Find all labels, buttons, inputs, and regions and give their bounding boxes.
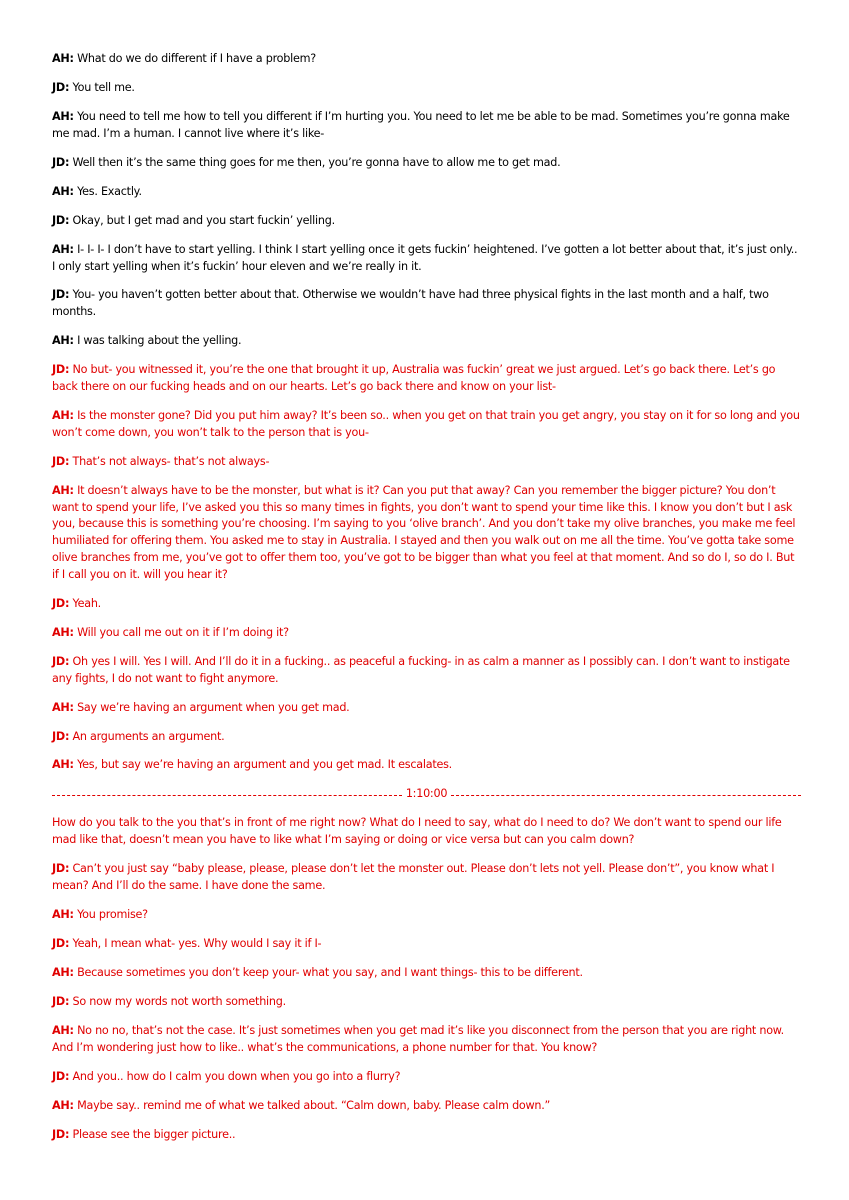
dialogue-text: That’s not always- that’s not always- [72,454,270,468]
speaker-label: JD: [52,80,70,94]
dialogue-line [52,654,801,688]
speaker-label: AH: [52,334,74,348]
dialogue-line [52,994,801,1011]
speaker-label: JD: [52,363,70,377]
dialogue-text: No but- you witnessed it, you’re the one that brought it up, Australia was fuckin’ great we just argued. Let’s go back there. Let’s go back there on our fucking heads and on our hearts. Let’s go back there and know on your list- [52,363,776,394]
dialogue-text: Okay, but I get mad and you start fuckin’ yelling. [72,213,335,227]
dialogue-line [52,362,801,396]
speaker-label: JD: [52,994,70,1008]
dialogue-line [52,1069,801,1086]
divider-line-right [451,795,801,796]
dialogue-line [52,1098,801,1115]
speaker-label: JD: [52,1069,70,1083]
dialogue-line [52,80,801,97]
dialogue-text: I was talking about the yelling. [77,334,242,348]
dialogue-line [52,454,801,471]
speaker-label: AH: [52,109,74,123]
dialogue-text: An arguments an argument. [72,729,225,743]
speaker-label: JD: [52,862,70,876]
dialogue-text: Say we’re having an argument when you get mad. [77,700,350,714]
transcript-section-after-timestamp [52,815,801,1143]
dialogue-line [52,51,801,68]
speaker-label: JD: [52,937,70,950]
dialogue-line [52,907,801,924]
dialogue-text: Because sometimes you don’t keep your- what you say, and I want things- this to be different. [77,965,583,979]
dialogue-text: Can’t you just say “baby please, please, please don’t let the monster out. Please don’t lets not yell. Please don’t”, you know what I mean? And I’ll do the same. I have done the same. [52,862,775,893]
speaker-label: JD: [52,213,70,227]
dialogue-line [52,936,801,953]
divider-line-left [52,795,402,796]
speaker-label: AH: [52,700,74,714]
dialogue-text: What do we do different if I have a problem? [77,52,316,65]
transcript-section-before-timestamp [52,51,801,774]
dialogue-line [52,109,801,143]
dialogue-line [52,1127,801,1144]
speaker-label: JD: [52,729,70,743]
speaker-label: AH: [52,758,74,772]
dialogue-text: How do you talk to the you that’s in front of me right now? What do I need to say, what do I need to do? We don’t want to spend our life mad like that, doesn’t mean you have to like what I’m saying or doing or vice versa but can you calm down? [52,816,782,847]
dialogue-text: Is the monster gone? Did you put him away? It’s been so.. when you get on that train you get angry, you stay on it for so long and you won’t come down, you won’t talk to the person that is you- [52,409,800,439]
speaker-label: JD: [52,654,70,668]
dialogue-line [52,815,801,849]
dialogue-line [52,625,801,642]
timestamp-divider [52,786,801,803]
dialogue-line [52,483,801,584]
speaker-label: AH: [52,908,74,922]
dialogue-text: So now my words not worth something. [72,994,286,1008]
speaker-label: AH: [52,625,74,639]
speaker-label: JD: [52,454,70,468]
dialogue-line [52,729,801,746]
dialogue-text: Oh yes I will. Yes I will. And I’ll do it in a fucking.. as peaceful a fucking- in as calm a manner as I possibly can. I don’t want to instigate any fights, I do not want to fight anymore. [52,654,790,685]
speaker-label: AH: [52,409,74,423]
dialogue-line [52,242,801,276]
dialogue-text: You tell me. [72,80,135,94]
dialogue-line [52,184,801,201]
speaker-label: JD: [52,155,70,169]
speaker-label: AH: [52,52,74,65]
dialogue-text: Yeah, I mean what- yes. Why would I say it if I- [72,937,322,950]
dialogue-text: Well then it’s the same thing goes for me then, you’re gonna have to allow me to get mad. [72,155,561,169]
dialogue-line [52,861,801,895]
dialogue-line [52,287,801,321]
speaker-label: AH: [52,965,74,979]
dialogue-line [52,333,801,350]
dialogue-text: Please see the bigger picture.. [72,1127,236,1141]
speaker-label: AH: [52,483,74,497]
speaker-label: AH: [52,1098,74,1112]
speaker-label: JD: [52,1127,70,1141]
dialogue-text: You promise? [77,908,148,922]
dialogue-line [52,1023,801,1057]
dialogue-line [52,408,801,442]
speaker-label: AH: [52,184,74,198]
dialogue-text: And you.. how do I calm you down when you go into a flurry? [72,1069,401,1083]
dialogue-text: You need to tell me how to tell you different if I’m hurting you. You need to let me be able to be mad. Sometimes you’re gonna make me mad. I’m a human. I cannot live where it’s like- [52,109,790,140]
dialogue-text: Yes. Exactly. [77,184,142,198]
speaker-label: AH: [52,242,74,256]
dialogue-line [52,965,801,982]
dialogue-text: Yeah. [72,596,101,610]
dialogue-text: It doesn’t always have to be the monster, but what is it? Can you put that away? Can you remember the bigger picture? You don’t want to spend your life, I’ve asked you this so many times in fights, you don’t want to spend your time like this. I know you don’t but I ask you, because this is something you’re choosing. I’m saying to you ‘olive branch’. And you don’t take my olive branches, you make me feel humiliated for offering them. You asked me to stay in Australia. I stayed and then you walk out on me all the time. You’ve gotta take some olive branches from me, you’ve got to offer them too, you’ve got to be bigger than what you feel at that moment. And so do I, so do I. But if I call you on it. will you hear it? [52,483,796,581]
dialogue-line [52,596,801,613]
dialogue-line [52,757,801,774]
dialogue-text: Yes, but say we’re having an argument and you get mad. It escalates. [77,758,452,772]
speaker-label: JD: [52,288,70,302]
dialogue-text: You- you haven’t gotten better about that. Otherwise we wouldn’t have had three physical fights in the last month and a half, two months. [52,288,769,319]
dialogue-line [52,213,801,230]
dialogue-text: Will you call me out on it if I’m doing it? [77,625,289,639]
dialogue-line [52,155,801,172]
dialogue-text: Maybe say.. remind me of what we talked about. “Calm down, baby. Please calm down.” [77,1098,551,1112]
speaker-label: JD: [52,596,70,610]
speaker-label: AH: [52,1023,74,1037]
dialogue-line [52,700,801,717]
dialogue-text: I- I- I- I don’t have to start yelling. I think I start yelling once it gets fuckin’ heightened. I’ve gotten a lot better about that, it’s just only.. I only start yelling when it’s fuckin’ hour eleven and we’re really in it. [52,242,798,273]
timestamp-label: 1:10:00 [405,787,448,801]
dialogue-text: No no no, that’s not the case. It’s just sometimes when you get mad it’s like you disconnect from the person that you are right now. And I’m wondering just how to like.. what’s the communications, a phone number for that. You know? [52,1023,784,1054]
